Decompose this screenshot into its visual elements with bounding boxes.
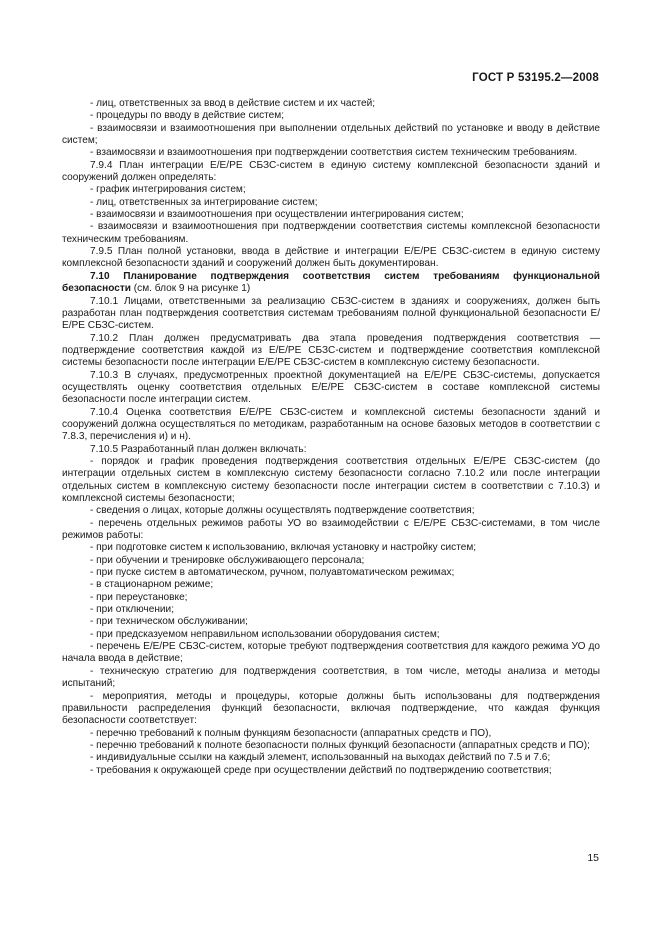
document-header: ГОСТ Р 53195.2—2008	[472, 72, 599, 84]
document-body	[62, 98, 600, 777]
paragraph: 7.10.4 Оценка соответствия Е/Е/РЕ СБЗС-систем и комплексной системы безопасности зданий и сооружений должна осуществляться по методикам, разработанным на основе базовых методов в соответствии с 7.8.3, перечисления и) и н).	[62, 406, 600, 443]
paragraph: 7.10.3 В случаях, предусмотренных проектной документацией на Е/Е/РЕ СБЗС-системы, допускается осуществлять оценку соответствия отдельных Е/Е/РЕ СБЗС-систем в составе комплексной системы безопасности после интеграции систем.	[62, 369, 600, 406]
paragraph: - процедуры по вводу в действие систем;	[90, 110, 285, 122]
paragraph: 7.9.5 План полной установки, ввода в действие и интеграции Е/Е/РЕ СБЗС-систем в единую систему комплексной безопасности зданий и сооружений должен быть документирован.	[62, 246, 600, 270]
paragraph: - перечень Е/Е/РЕ СБЗС-систем, которые требуют подтверждения соответствия для каждого режима УО до начала ввода в действие;	[62, 641, 600, 665]
paragraph: - при техническом обслуживании;	[90, 616, 248, 628]
page-number: 15	[587, 852, 599, 864]
paragraph: - индивидуальные ссылки на каждый элемент, использованный на выходах действий по 7.5 и 7.6;	[90, 752, 551, 764]
paragraph: - график интегрирования систем;	[90, 184, 246, 196]
paragraph: - при пуске систем в автоматическом, ручном, полуавтоматическом режимах;	[90, 567, 455, 579]
paragraph: - перечню требований к полным функциям безопасности (аппаратных средств и ПО),	[90, 727, 492, 739]
paragraph: 7.10.5 Разработанный план должен включать:	[90, 443, 307, 455]
section-heading	[62, 271, 600, 296]
paragraph: - лиц, ответственных за интегрирование систем;	[90, 196, 318, 208]
paragraph: - лиц, ответственных за ввод в действие систем и их частей;	[90, 98, 376, 109]
paragraph: - при переустановке;	[90, 591, 188, 603]
paragraph: - техническую стратегию для подтверждения соответствия, в том числе, методы анализа и методы испытаний;	[62, 665, 600, 690]
paragraph: - перечень отдельных режимов работы УО во взаимодействии с Е/Е/РЕ СБЗС-системами, в том числе режимов работы:	[62, 517, 600, 542]
paragraph: 7.9.4 План интеграции Е/Е/РЕ СБЗС-систем в единую систему комплексной безопасности зданий и сооружений должен определять:	[62, 159, 600, 184]
paragraph: 7.10.1 Лицами, ответственными за реализацию СБЗС-систем в зданиях и сооружениях, должен быть разработан план подтверждения соответствия системам требованиям полной функциональной безопасности Е/Е/РЕ СБЗС-систем.	[62, 295, 600, 332]
section-heading-title: 7.10 Планирование подтверждения соответствия систем требованиям функциональной безопасности	[62, 270, 600, 295]
paragraph: 7.10.2 План должен предусматривать два этапа проведения подтверждения соответствия — подтверждение соответствия каждой из Е/Е/РЕ СБЗС-систем и подтверждение соответствия комплексной системы безопасности после интеграции Е/Е/РЕ СБЗС-систем в комплексную систему безопасности.	[62, 332, 600, 369]
paragraph: - мероприятия, методы и процедуры, которые должны быть использованы для подтверждения правильности распределения функций безопасности, включая подтверждение, что каждая функция безопасности соответствует:	[62, 690, 600, 727]
paragraph: - в стационарном режиме;	[90, 579, 214, 591]
paragraph: - перечню требований к полноте безопасности полных функций безопасности (аппаратных средств и ПО);	[90, 739, 590, 751]
paragraph: - взаимосвязи и взаимоотношения при осуществлении интегрирования систем;	[90, 209, 464, 221]
paragraph: - при обучении и тренировке обслуживающего персонала;	[90, 554, 365, 566]
paragraph: - сведения о лицах, которые должны осуществлять подтверждение соответствия;	[90, 505, 475, 517]
paragraph: - взаимосвязи и взаимоотношения при подтверждении соответствия систем техническим требованиям.	[90, 147, 578, 159]
paragraph: - при подготовке систем к использованию, включая установку и настройку систем;	[90, 542, 477, 554]
paragraph: - взаимосвязи и взаимоотношения при подтверждении соответствия системы комплексной безопасности техническим требованиям.	[62, 221, 600, 245]
paragraph: - требования к окружающей среде при осуществлении действий по подтверждению соответствия;	[90, 764, 552, 776]
paragraph: - при отключении;	[90, 604, 174, 616]
section-heading-note: (см. блок 9 на рисунке 1)	[131, 283, 251, 295]
paragraph: - порядок и график проведения подтверждения соответствия отдельных Е/Е/РЕ СБЗС-систем (до интеграции отдельных систем в комплексную систему безопасности согласно 7.10.2 или после интеграции отдельных систем в комплексную систему безопасности после интеграции систем в соответствии с 7.10.3) и комплексной системы безопасности;	[62, 455, 600, 504]
paragraph: - при предсказуемом неправильном использовании оборудования систем;	[90, 628, 440, 640]
paragraph: - взаимосвязи и взаимоотношения при выполнении отдельных действий по установке и вводу в действие систем;	[62, 122, 600, 147]
